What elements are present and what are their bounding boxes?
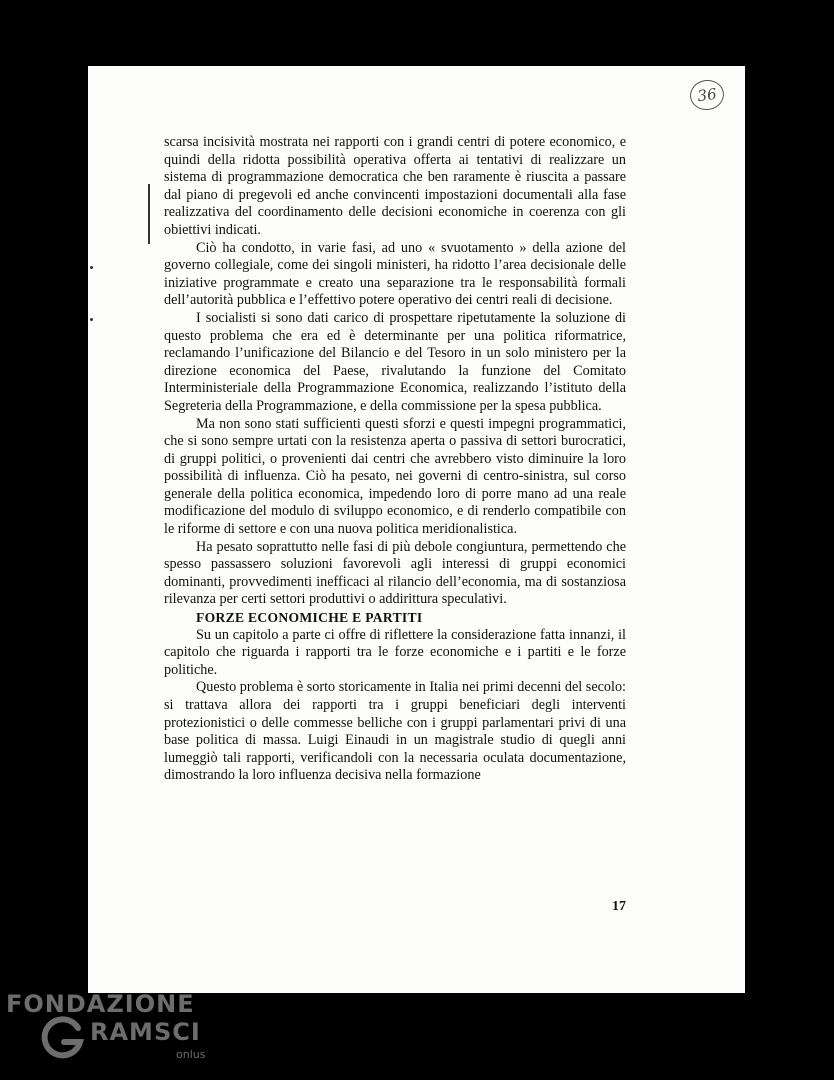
paragraph: I socialisti si sono dati carico di prospettare ripetutamente la soluzione di questo problema che era ed è determinante per una politica riformatrice, reclamando l’unificazione del Bilancio e del Tesoro in un solo ministero per la direzione economica del Paese, rivalutando la funzione del Comitato Interministeriale della Programmazione Economica, realizzando l’istituto della Segreteria della Programmazione, e della commissione per la spesa pubblica. xyxy=(164,309,626,414)
paragraph: scarsa incisività mostrata nei rapporti con i grandi centri di potere economico, e quindi della ridotta possibilità operativa offerta ai tentativi di realizzare un sistema di programmazione democratica che ben raramente è riuscita a passare dal piano di pregevoli ed anche convincenti impostazioni documentali alla fase realizzativa del coordinamento delle decisioni economiche in coerenza con gli obiettivi indicati. xyxy=(164,134,626,238)
watermark-line2: RAMSCI xyxy=(90,1018,201,1046)
margin-pencil-mark xyxy=(148,184,150,244)
body-text xyxy=(164,134,626,785)
page-number: 17 xyxy=(612,899,626,914)
gramsci-g-logo-icon xyxy=(40,1016,84,1060)
paragraph: Ma non sono stati sufficienti questi sforzi e questi impegni programmatici, che si sono sempre urtati con la resistenza aperta o passiva di settori burocratici, di gruppi politici, o provenienti dai centri che avrebbero visto diminuire la loro possibilità di influenza. Ciò ha pesato, nei governi di centro-sinistra, sul corso generale della politica economica, impedendo loro di porre mano ad una reale modificazione del modulo di sviluppo economico, e di renderlo compatibile con le riforme di settore e con una nuova politica meridionalistica. xyxy=(164,415,626,538)
fondazione-gramsci-watermark xyxy=(6,990,216,1080)
paragraph: Su un capitolo a parte ci offre di riflettere la considerazione fatta innanzi, il capitolo che riguarda i rapporti tra le forze economiche e i partiti e le forze politiche. xyxy=(164,626,626,678)
margin-dot xyxy=(90,266,93,269)
watermark-line1: FONDAZIONE xyxy=(6,990,195,1018)
watermark-suffix: onlus xyxy=(176,1048,206,1061)
margin-dot xyxy=(90,318,93,321)
scanned-page xyxy=(88,66,745,993)
section-heading: FORZE ECONOMICHE E PARTITI xyxy=(196,610,423,626)
paragraph: Ciò ha condotto, in varie fasi, ad uno « svuotamento » della azione del governo collegiale, come dei singoli ministeri, ha ridotto l’area decisionale delle iniziative programmate e creato una separazione tra le responsabilità formali dell’autorità pubblica e l’effettivo potere operativo dei centri reali di decisione. xyxy=(164,239,626,309)
archive-stamp xyxy=(688,78,726,112)
paragraph: Questo problema è sorto storicamente in Italia nei primi decenni del secolo: si trattava allora dei rapporti tra i gruppi beneficiari degli interventi protezionistici o delle commesse belliche con i gruppi parlamentari privi di una base politica di massa. Luigi Einaudi in un magistrale studio di quegli anni lumeggiò tali rapporti, verificandoli con la necessaria oculata documentazione, dimostrando la loro influenza decisiva nella formazione xyxy=(164,679,626,784)
stamp-number: 36 xyxy=(696,84,718,106)
paragraph: Ha pesato soprattutto nelle fasi di più debole congiuntura, permettendo che spesso passassero soluzioni favorevoli agli interessi di gruppi economici dominanti, provvedimenti inefficaci al rilancio dell’economia, ma di sostanziosa rilevanza per certi settori produttivi o addirittura speculativi. xyxy=(164,538,626,608)
